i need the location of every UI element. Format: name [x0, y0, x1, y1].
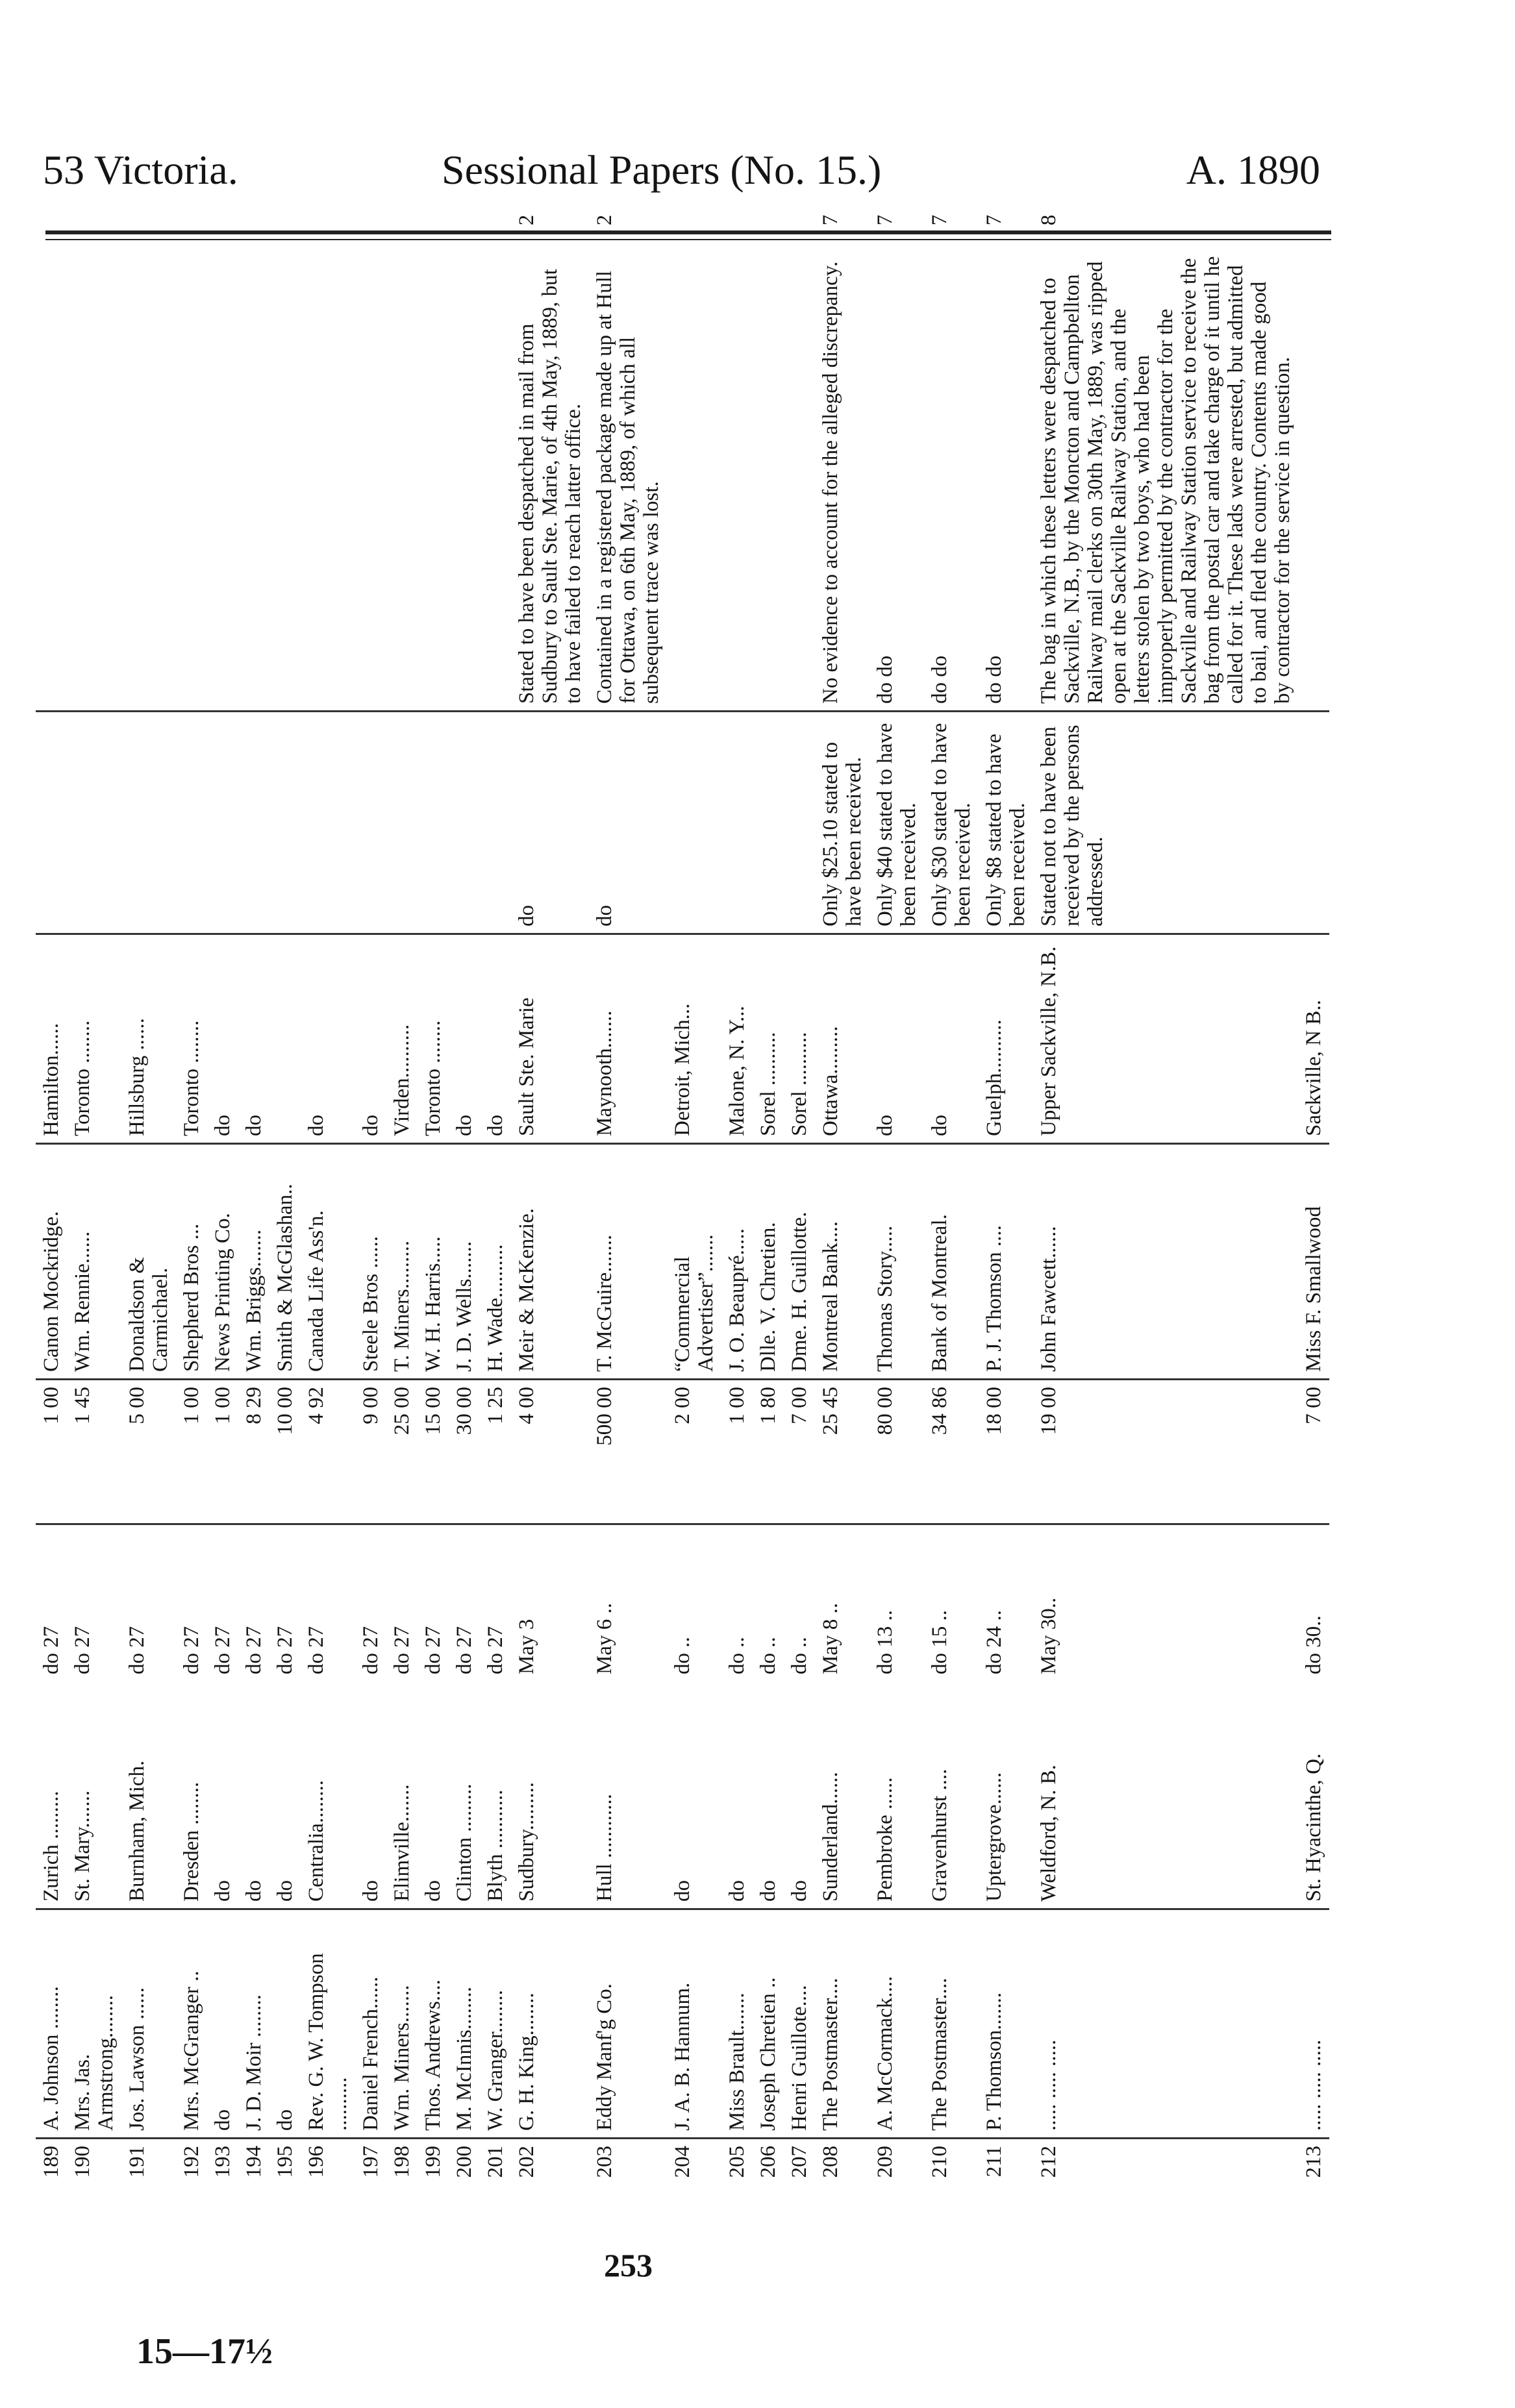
- cell-ref: [667, 191, 721, 249]
- cell-sender: J. A. B. Hannum.: [667, 1909, 721, 2139]
- cell-addressee: T. McGuire.......: [589, 1144, 667, 1380]
- cell-amount: 18 00: [979, 1380, 1033, 1524]
- cell-amount: 8 29: [238, 1380, 269, 1524]
- cell-no: 193: [211, 2146, 234, 2178]
- cell-amount: 1 00: [36, 1380, 67, 1524]
- cell-date: May 3: [515, 1619, 538, 1674]
- cell-amount: 1 80: [753, 1380, 784, 1524]
- cell-amount: 10 00: [269, 1380, 301, 1524]
- table-row: [301, 191, 355, 2198]
- cell-dest: Malone, N. Y...: [721, 934, 753, 1144]
- cell-date: do 27: [359, 1626, 382, 1674]
- table-row: [121, 191, 176, 2198]
- cell-no: 206: [757, 2146, 780, 2178]
- cell-dest: Hillsburg ......: [121, 934, 176, 1144]
- table-row: [176, 191, 207, 2198]
- cell-addressee: Montreal Bank....: [815, 1144, 870, 1380]
- cell-addressee: Canada Life Ass'n.: [301, 1144, 355, 1380]
- cell-dest: Toronto ........: [67, 934, 121, 1144]
- cell-no: 196: [305, 2146, 328, 2178]
- cell-addressee: Donaldson & Carmichael.: [121, 1144, 176, 1380]
- cell-ref: [480, 191, 511, 249]
- cell-remarks: [449, 249, 480, 712]
- cell-no: 211: [983, 2146, 1006, 2178]
- cell-missing: Only $25.10 stated to have been received.: [815, 712, 870, 934]
- cell-remarks: Contained in a registered package made up at Hull for Ottawa, on 6th May, 1889, of which all subsequent trace was lost.: [589, 249, 667, 712]
- cell-amount: 5 00: [121, 1380, 176, 1524]
- cell-ref: [355, 191, 386, 249]
- cell-remarks: [784, 249, 815, 712]
- cell-sender: Thos. Andrews....: [418, 1909, 449, 2139]
- cell-amount: 4 00: [511, 1380, 589, 1524]
- cell-missing: [301, 712, 355, 934]
- cell-no: 213: [1302, 2146, 1325, 2178]
- cell-addressee: Steele Bros ......: [355, 1144, 386, 1380]
- cell-remarks: [667, 249, 721, 712]
- cell-amount: 500 00: [589, 1380, 667, 1524]
- cell-addressee: Miss F. Smallwood: [1298, 1144, 1329, 1380]
- cell-addressee: Wm. Briggs.......: [238, 1144, 269, 1380]
- cell-sender: W. Granger........: [480, 1909, 511, 2139]
- cell-ref: [418, 191, 449, 249]
- table-row: [721, 191, 753, 2198]
- registered-letters-table: [36, 191, 1329, 2198]
- cell-missing: do: [589, 712, 667, 934]
- cell-amount: 1 00: [176, 1380, 207, 1524]
- cell-addressee: Meir & McKenzie.: [511, 1144, 589, 1380]
- cell-ref: 8: [1037, 214, 1060, 226]
- cell-dest: do: [301, 934, 355, 1144]
- cell-date: do ..: [725, 1637, 749, 1674]
- cell-date: do 27: [484, 1626, 507, 1674]
- cell-addressee: Bank of Montreal.: [924, 1144, 979, 1380]
- cell-no: 209: [873, 2146, 897, 2178]
- cell-no: 191: [125, 2146, 149, 2178]
- cell-remarks: [176, 249, 207, 712]
- cell-amount: 19 00: [1033, 1380, 1298, 1524]
- cell-amount: 9 00: [355, 1380, 386, 1524]
- cell-dest: Sackville, N B..: [1298, 934, 1329, 1144]
- table-row: [979, 191, 1033, 2198]
- cell-date: do ..: [757, 1637, 780, 1674]
- cell-post: Zurich .........: [36, 1681, 67, 1909]
- cell-dest: Detroit, Mich...: [667, 934, 721, 1144]
- cell-sender: Eddy Manf'g Co.: [589, 1909, 667, 2139]
- cell-remarks: [721, 249, 753, 712]
- cell-dest: Hamilton......: [36, 934, 67, 1144]
- cell-amount: 1 00: [721, 1380, 753, 1524]
- cell-dest: do: [207, 934, 238, 1144]
- table-row: [870, 191, 924, 2198]
- cell-sender: Joseph Chretien ..: [753, 1909, 784, 2139]
- cell-dest: [269, 934, 301, 1144]
- cell-ref: [238, 191, 269, 249]
- cell-missing: Stated not to have been received by the persons addressed.: [1033, 712, 1298, 934]
- cell-post: do: [667, 1681, 721, 1909]
- cell-sender: J. D. Moir ........: [238, 1909, 269, 2139]
- table-row: [1033, 191, 1298, 2198]
- cell-no: 202: [515, 2146, 538, 2178]
- cell-no: 198: [390, 2146, 414, 2178]
- cell-sender: P. Thomson.......: [979, 1909, 1033, 2139]
- cell-post: Elimville.......: [386, 1681, 418, 1909]
- cell-dest: do: [355, 934, 386, 1144]
- cell-missing: [269, 712, 301, 934]
- cell-remarks: No evidence to account for the alleged discrepancy.: [815, 249, 870, 712]
- cell-sender: Daniel French......: [355, 1909, 386, 2139]
- cell-ref: [386, 191, 418, 249]
- cell-ref: 7: [983, 214, 1006, 226]
- cell-sender: Henri Guillote....: [784, 1909, 815, 2139]
- cell-post: Centralia........: [301, 1681, 355, 1909]
- cell-date: do 27: [71, 1626, 94, 1674]
- cell-no: 195: [273, 2146, 297, 2178]
- cell-no: 208: [819, 2146, 842, 2178]
- cell-addressee: T. Miners.........: [386, 1144, 418, 1380]
- cell-date: do 24 ..: [983, 1610, 1006, 1674]
- table-row: [589, 191, 667, 2198]
- cell-dest: Sault Ste. Marie: [511, 934, 589, 1144]
- cell-sender: Miss Brault.......: [721, 1909, 753, 2139]
- cell-remarks: do do: [979, 249, 1033, 712]
- cell-remarks: [269, 249, 301, 712]
- session-label: 53 Victoria.: [43, 147, 238, 193]
- cell-dest: Sorel ..........: [784, 934, 815, 1144]
- table-row: [815, 191, 870, 2198]
- cell-addressee: Wm. Rennie......: [67, 1144, 121, 1380]
- cell-post: do: [238, 1681, 269, 1909]
- cell-date: do 27: [421, 1626, 445, 1674]
- cell-date: do 27: [211, 1626, 234, 1674]
- cell-remarks: [238, 249, 269, 712]
- cell-missing: [449, 712, 480, 934]
- cell-ref: [269, 191, 301, 249]
- cell-post: do: [721, 1681, 753, 1909]
- cell-addressee: Thomas Story.....: [870, 1144, 924, 1380]
- cell-post: do: [269, 1681, 301, 1909]
- cell-post: Blyth ...........: [480, 1681, 511, 1909]
- cell-sender: A. McCormack....: [870, 1909, 924, 2139]
- cell-ref: [449, 191, 480, 249]
- cell-missing: [480, 712, 511, 934]
- cell-addressee: Smith & McGlashan..: [269, 1144, 301, 1380]
- cell-remarks: [207, 249, 238, 712]
- sessional-papers-title: Sessional Papers (No. 15.): [442, 147, 882, 193]
- cell-addressee: Canon Mockridge.: [36, 1144, 67, 1380]
- cell-sender: The Postmaster....: [924, 1909, 979, 2139]
- cell-remarks: [67, 249, 121, 712]
- cell-remarks: [355, 249, 386, 712]
- cell-remarks: [480, 249, 511, 712]
- table-row: [269, 191, 301, 2198]
- cell-addressee: Dlle. V. Chretien.: [753, 1144, 784, 1380]
- cell-no: 192: [180, 2146, 203, 2178]
- cell-post: do: [207, 1681, 238, 1909]
- table-row: [36, 191, 67, 2198]
- cell-date: do 27: [305, 1626, 328, 1674]
- cell-sender: M. McInnis........: [449, 1909, 480, 2139]
- cell-amount: 25 00: [386, 1380, 418, 1524]
- cell-sender: ..... ..... .....: [1033, 1909, 1298, 2139]
- cell-date: do 30..: [1302, 1615, 1325, 1674]
- cell-addressee: John Fawcett......: [1033, 1144, 1298, 1380]
- cell-remarks: do do: [924, 249, 979, 712]
- cell-missing: Only $40 stated to have been received.: [870, 712, 924, 934]
- cell-no: 212: [1037, 2146, 1060, 2178]
- rotated-ledger: [36, 214, 1367, 2198]
- cell-addressee: Dme. H. Guillotte.: [784, 1144, 815, 1380]
- cell-missing: [418, 712, 449, 934]
- cell-ref: [121, 191, 176, 249]
- cell-dest: do: [480, 934, 511, 1144]
- cell-sender: Wm. Miners.......: [386, 1909, 418, 2139]
- cell-missing: [207, 712, 238, 934]
- cell-dest: Virden..........: [386, 934, 418, 1144]
- cell-remarks: [418, 249, 449, 712]
- cell-ref: 7: [928, 214, 951, 226]
- cell-sender: Mrs. McGranger ..: [176, 1909, 207, 2139]
- cell-missing: do: [511, 712, 589, 934]
- cell-dest: Toronto ........: [418, 934, 449, 1144]
- cell-missing: [36, 712, 67, 934]
- cell-amount: 34 86: [924, 1380, 979, 1524]
- cell-date: do 27: [453, 1626, 476, 1674]
- cell-ref: [1298, 191, 1329, 249]
- cell-sender: do: [269, 1909, 301, 2139]
- cell-dest: Ottawa.........: [815, 934, 870, 1144]
- cell-sender: do: [207, 1909, 238, 2139]
- cell-no: 189: [40, 2146, 63, 2178]
- cell-missing: [176, 712, 207, 934]
- cell-post: St. Hyacinthe, Q.: [1298, 1681, 1329, 1909]
- cell-no: 194: [242, 2146, 266, 2178]
- cell-amount: 4 92: [301, 1380, 355, 1524]
- cell-addressee: Shepherd Bros ...: [176, 1144, 207, 1380]
- cell-missing: [355, 712, 386, 934]
- cell-amount: 7 00: [1298, 1380, 1329, 1524]
- cell-date: May 30..: [1037, 1597, 1060, 1674]
- cell-date: do 27: [390, 1626, 414, 1674]
- cell-date: May 6 ..: [593, 1603, 616, 1674]
- cell-sender: Jos. Lawson ......: [121, 1909, 176, 2139]
- cell-amount: 1 45: [67, 1380, 121, 1524]
- cell-amount: 1 25: [480, 1380, 511, 1524]
- cell-sender: Mrs. Jas. Armstrong........: [67, 1909, 121, 2139]
- table-row: [753, 191, 784, 2198]
- cell-ref: 2: [593, 214, 616, 226]
- cell-dest: Sorel ..........: [753, 934, 784, 1144]
- cell-date: do ..: [788, 1637, 811, 1674]
- cell-post: Burnham, Mich.: [121, 1681, 176, 1909]
- cell-missing: [721, 712, 753, 934]
- cell-ref: [36, 191, 67, 249]
- table-row: [924, 191, 979, 2198]
- cell-amount: 1 00: [207, 1380, 238, 1524]
- cell-remarks: Stated to have been despatched in mail from Sudbury to Sault Ste. Marie, of 4th May, 1889, but to have failed to reach latter office.: [511, 249, 589, 712]
- cell-date: do 13 ..: [873, 1610, 897, 1674]
- cell-post: Hull ............: [589, 1681, 667, 1909]
- cell-missing: Only $30 stated to have been received.: [924, 712, 979, 934]
- table-row: [480, 191, 511, 2198]
- cell-dest: do: [449, 934, 480, 1144]
- cell-no: 199: [421, 2146, 445, 2178]
- cell-remarks: [1298, 249, 1329, 712]
- cell-addressee: News Printing Co.: [207, 1144, 238, 1380]
- cell-remarks: The bag in which these letters were despatched to Sackville, N.B., by the Moncton and Campbellton Railway mail clerks on 30th May, 1889, was ripped open at the Sackville Railway Station, and the letters stolen by two boys, who had been improperly permitted by the contractor for the Sackville and Railway Station service to receive the bag from the postal car and take charge of it until he called for it. These lads were arrested, but admitted to bail, and fled the country. Contents made good by contractor for the service in question.: [1033, 249, 1298, 712]
- cell-date: do 27: [180, 1626, 203, 1674]
- page-number: 253: [604, 2247, 653, 2283]
- cell-sender: The Postmaster....: [815, 1909, 870, 2139]
- cell-remarks: [36, 249, 67, 712]
- cell-post: do: [418, 1681, 449, 1909]
- table-row: [449, 191, 480, 2198]
- cell-date: do 27: [125, 1626, 149, 1674]
- year-label: A. 1890: [1186, 147, 1320, 193]
- cell-no: 210: [928, 2146, 951, 2178]
- cell-ref: 7: [819, 214, 842, 226]
- cell-date: May 8 ..: [819, 1603, 842, 1674]
- cell-addressee: “Commercial Advertiser”.......: [667, 1144, 721, 1380]
- table-row: [67, 191, 121, 2198]
- cell-post: Gravenhurst ....: [924, 1681, 979, 1909]
- cell-post: Dresden ........: [176, 1681, 207, 1909]
- cell-ref: [784, 191, 815, 249]
- cell-no: 190: [71, 2146, 94, 2178]
- cell-post: do: [753, 1681, 784, 1909]
- table-row: [511, 191, 589, 2198]
- cell-missing: [121, 712, 176, 934]
- cell-post: Clinton .........: [449, 1681, 480, 1909]
- table-row: [418, 191, 449, 2198]
- cell-no: 201: [484, 2146, 507, 2178]
- ledger-body: [36, 191, 1329, 2198]
- cell-remarks: [386, 249, 418, 712]
- cell-dest: Guelph..........: [979, 934, 1033, 1144]
- table-row: [238, 191, 269, 2198]
- cell-ref: [67, 191, 121, 249]
- cell-amount: 80 00: [870, 1380, 924, 1524]
- table-row: [667, 191, 721, 2198]
- table-row: [784, 191, 815, 2198]
- cell-missing: [67, 712, 121, 934]
- cell-remarks: [301, 249, 355, 712]
- cell-missing: [238, 712, 269, 934]
- cell-amount: 2 00: [667, 1380, 721, 1524]
- cell-amount: 15 00: [418, 1380, 449, 1524]
- cell-missing: [784, 712, 815, 934]
- cell-remarks: [753, 249, 784, 712]
- cell-post: Sudbury.........: [511, 1681, 589, 1909]
- cell-dest: do: [870, 934, 924, 1144]
- cell-no: 204: [671, 2146, 694, 2178]
- cell-missing: Only $8 stated to have been received.: [979, 712, 1033, 934]
- sheet-signature: 15—17½: [136, 2331, 273, 2372]
- cell-post: do: [355, 1681, 386, 1909]
- table-row: [355, 191, 386, 2198]
- cell-missing: [753, 712, 784, 934]
- cell-date: do 27: [40, 1626, 63, 1674]
- cell-post: Weldford, N. B.: [1033, 1681, 1298, 1909]
- table-row: [207, 191, 238, 2198]
- cell-ref: 2: [515, 214, 538, 226]
- cell-remarks: [121, 249, 176, 712]
- cell-missing: [667, 712, 721, 934]
- table-row: [386, 191, 418, 2198]
- cell-post: St. Mary.......: [67, 1681, 121, 1909]
- cell-amount: 25 45: [815, 1380, 870, 1524]
- cell-ref: [753, 191, 784, 249]
- cell-post: Uptergrove......: [979, 1681, 1033, 1909]
- cell-post: do: [784, 1681, 815, 1909]
- cell-dest: do: [238, 934, 269, 1144]
- cell-addressee: W. H. Harris.....: [418, 1144, 449, 1380]
- cell-ref: 7: [873, 214, 897, 226]
- cell-addressee: J. O. Beaupré.....: [721, 1144, 753, 1380]
- cell-amount: 7 00: [784, 1380, 815, 1524]
- cell-no: 207: [788, 2146, 811, 2178]
- cell-date: do 15 ..: [928, 1610, 951, 1674]
- cell-dest: do: [924, 934, 979, 1144]
- cell-post: Sunderland......: [815, 1681, 870, 1909]
- cell-date: do ..: [671, 1637, 694, 1674]
- cell-addressee: H. Wade..........: [480, 1144, 511, 1380]
- cell-addressee: J. D. Wells.......: [449, 1144, 480, 1380]
- cell-amount: 30 00: [449, 1380, 480, 1524]
- cell-addressee: P. J. Thomson ....: [979, 1144, 1033, 1380]
- cell-no: 203: [593, 2146, 616, 2178]
- cell-sender: Rev. G. W. Tompson ..........: [301, 1909, 355, 2139]
- cell-sender: A. Johnson ........: [36, 1909, 67, 2139]
- cell-missing: [1298, 712, 1329, 934]
- cell-dest: Maynooth.......: [589, 934, 667, 1144]
- cell-post: Pembroke ......: [870, 1681, 924, 1909]
- cell-no: 200: [453, 2146, 476, 2178]
- cell-ref: [176, 191, 207, 249]
- cell-remarks: do do: [870, 249, 924, 712]
- cell-sender: ..... ..... .....: [1298, 1909, 1329, 2139]
- cell-dest: Upper Sackville, N.B.: [1033, 934, 1298, 1144]
- cell-ref: [301, 191, 355, 249]
- cell-dest: Toronto ........: [176, 934, 207, 1144]
- cell-missing: [386, 712, 418, 934]
- cell-sender: G. H. King........: [511, 1909, 589, 2139]
- cell-ref: [207, 191, 238, 249]
- cell-no: 205: [725, 2146, 749, 2178]
- cell-date: do 27: [242, 1626, 266, 1674]
- cell-no: 197: [359, 2146, 382, 2178]
- cell-date: do 27: [273, 1626, 297, 1674]
- table-row: [1298, 191, 1329, 2198]
- cell-ref: [721, 191, 753, 249]
